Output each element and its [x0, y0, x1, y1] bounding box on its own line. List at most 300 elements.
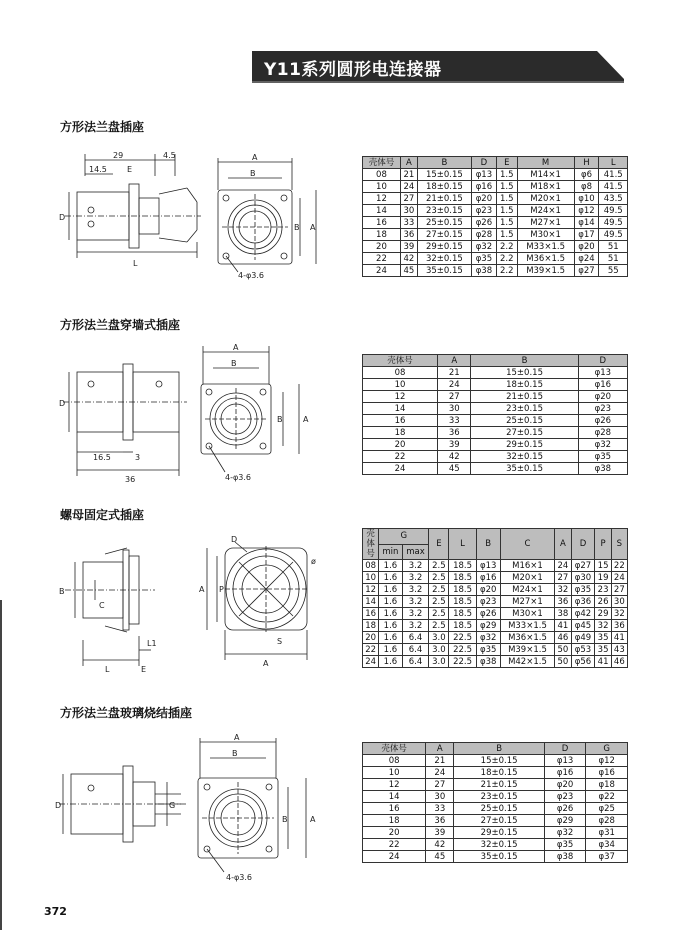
- table-cell: 24: [611, 572, 627, 584]
- table-row: [363, 620, 628, 632]
- table-cell: φ38: [578, 463, 627, 475]
- table-header-row: [363, 529, 628, 545]
- table-row: [363, 181, 628, 193]
- table-cell: φ28: [578, 427, 627, 439]
- table-cell: 23±0.15: [471, 403, 578, 415]
- table-cell: 20: [363, 827, 426, 839]
- table-cell: 14: [363, 205, 401, 217]
- table-cell: φ23: [471, 205, 496, 217]
- table-cell: 1.5: [496, 193, 517, 205]
- table-row: [363, 391, 628, 403]
- table-cell: M39×1.5: [500, 644, 555, 656]
- table-cell: 15±0.15: [471, 367, 578, 379]
- table-cell: 08: [363, 560, 379, 572]
- table-cell: 29: [595, 608, 611, 620]
- table-cell: 29±0.15: [471, 439, 578, 451]
- table-cell: 21±0.15: [417, 193, 471, 205]
- table-cell: 27: [555, 572, 571, 584]
- table-cell: φ23: [544, 791, 586, 803]
- table-cell: 21: [426, 755, 454, 767]
- table-cell: 27: [438, 391, 471, 403]
- table-cell: 43.5: [599, 193, 628, 205]
- dim-G: G: [169, 801, 176, 810]
- table-header-cell: A: [555, 529, 571, 560]
- table-cell: 3.2: [402, 560, 429, 572]
- table-header-row: [363, 355, 628, 367]
- table-cell: M18×1: [517, 181, 574, 193]
- table-row: [363, 572, 628, 584]
- dim-B-vert: B: [282, 815, 288, 824]
- table-cell: 29±0.15: [454, 827, 544, 839]
- table-cell: 10: [363, 572, 379, 584]
- table-cell: φ24: [574, 253, 599, 265]
- table-row: [363, 403, 628, 415]
- table-header-cell: 壳体号: [363, 743, 426, 755]
- table-header-cell: B: [417, 157, 471, 169]
- table-cell: 6.4: [402, 632, 429, 644]
- table-cell: 18.5: [449, 560, 476, 572]
- table-cell: φ8: [574, 181, 599, 193]
- table-row: [363, 253, 628, 265]
- table-cell: 18: [363, 229, 401, 241]
- dim-D: D: [59, 213, 66, 222]
- table-cell: M42×1.5: [500, 656, 555, 668]
- table-row: [363, 169, 628, 181]
- table-cell: φ32: [544, 827, 586, 839]
- table-cell: φ26: [544, 803, 586, 815]
- table-cell: φ45: [571, 620, 595, 632]
- table-cell: φ23: [578, 403, 627, 415]
- table-cell: φ16: [544, 767, 586, 779]
- table-cell: M30×1: [500, 608, 555, 620]
- table-cell: 1.6: [379, 560, 402, 572]
- table-cell: 08: [363, 367, 438, 379]
- table-cell: φ28: [471, 229, 496, 241]
- table-cell: 18.5: [449, 608, 476, 620]
- table-header-shell-char: 体: [366, 539, 375, 549]
- section-4-front-view: [190, 732, 325, 882]
- table-row: [363, 439, 628, 451]
- table-header-shell-char: 号: [366, 549, 375, 559]
- table-cell: φ56: [571, 656, 595, 668]
- table-row: [363, 839, 628, 851]
- table-cell: φ12: [586, 755, 628, 767]
- table-cell: 50: [555, 656, 571, 668]
- table-cell: 35±0.15: [454, 851, 544, 863]
- table-header-cell: L: [599, 157, 628, 169]
- table-cell: φ27: [571, 560, 595, 572]
- table-row: [363, 608, 628, 620]
- table-cell: 20: [363, 632, 379, 644]
- table-header-cell: D: [471, 157, 496, 169]
- table-cell: 24: [438, 379, 471, 391]
- table-cell: 3.0: [429, 644, 449, 656]
- table-cell: M27×1: [500, 596, 555, 608]
- table-cell: φ23: [476, 596, 500, 608]
- table-cell: φ25: [586, 803, 628, 815]
- table-cell: 12: [363, 193, 401, 205]
- table-cell: 42: [426, 839, 454, 851]
- dim-A-vert: A: [310, 815, 316, 824]
- table-cell: φ20: [544, 779, 586, 791]
- section-1-front-view: [212, 152, 327, 282]
- table-cell: 18±0.15: [454, 767, 544, 779]
- table-row: [363, 193, 628, 205]
- dim-B-vert: B: [277, 415, 283, 424]
- table-cell: φ26: [578, 415, 627, 427]
- table-cell: φ35: [471, 253, 496, 265]
- table-cell: 22.5: [449, 632, 476, 644]
- table-row: [363, 767, 628, 779]
- table-cell: M20×1: [517, 193, 574, 205]
- table-cell: M30×1: [517, 229, 574, 241]
- table-cell: φ36: [571, 596, 595, 608]
- table-cell: 1.5: [496, 205, 517, 217]
- table-cell: 18.5: [449, 584, 476, 596]
- table-cell: 6.4: [402, 656, 429, 668]
- table-cell: 25±0.15: [471, 415, 578, 427]
- table-header-cell: A: [438, 355, 471, 367]
- table-cell: 35: [595, 644, 611, 656]
- table-row: [363, 217, 628, 229]
- table-cell: M14×1: [517, 169, 574, 181]
- table-cell: 33: [426, 803, 454, 815]
- dim-D: D: [55, 801, 62, 810]
- table-row: [363, 632, 628, 644]
- table-cell: 1.5: [496, 181, 517, 193]
- table-row: [363, 851, 628, 863]
- table-cell: 30: [438, 403, 471, 415]
- table-cell: 18±0.15: [471, 379, 578, 391]
- table-cell: 3.2: [402, 584, 429, 596]
- table-cell: φ20: [471, 193, 496, 205]
- table-cell: 25±0.15: [417, 217, 471, 229]
- dim-A-vert: A: [310, 223, 316, 232]
- table-header-G: G: [379, 529, 429, 545]
- dim-A-vert: A: [303, 415, 309, 424]
- table-cell: 22: [363, 451, 438, 463]
- dim-phi: ø: [311, 557, 316, 566]
- table-cell: M36×1.5: [517, 253, 574, 265]
- section-1-title: 方形法兰盘插座: [60, 120, 145, 134]
- table-cell: 45: [426, 851, 454, 863]
- table-header-cell: D: [578, 355, 627, 367]
- table-cell: 22: [611, 560, 627, 572]
- table-row: [363, 779, 628, 791]
- table-cell: φ17: [574, 229, 599, 241]
- table-cell: 16: [363, 415, 438, 427]
- section-3-title: 螺母固定式插座: [60, 508, 145, 522]
- table-cell: 2.2: [496, 265, 517, 277]
- dim-D: D: [59, 399, 66, 408]
- table-header-cell: P: [595, 529, 611, 560]
- table-cell: φ6: [574, 169, 599, 181]
- table-header-cell: B: [454, 743, 544, 755]
- table-cell: 18: [363, 815, 426, 827]
- dim-hole: 4-φ3.6: [225, 473, 251, 482]
- table-cell: 14: [363, 596, 379, 608]
- table-header-cell: 壳体号: [363, 355, 438, 367]
- table-cell: 49.5: [599, 205, 628, 217]
- table-cell: 18: [363, 620, 379, 632]
- table-cell: φ38: [544, 851, 586, 863]
- table-cell: 19: [595, 572, 611, 584]
- table-cell: 35±0.15: [471, 463, 578, 475]
- table-cell: φ10: [574, 193, 599, 205]
- table-cell: 41: [595, 656, 611, 668]
- table-cell: 33: [438, 415, 471, 427]
- dim-B: B: [231, 359, 237, 368]
- table-cell: 35±0.15: [417, 265, 471, 277]
- table-cell: φ31: [586, 827, 628, 839]
- table-cell: φ20: [476, 584, 500, 596]
- dim-B: B: [250, 169, 256, 178]
- section-4-side-view: [55, 760, 195, 855]
- table-row: [363, 815, 628, 827]
- table-cell: φ13: [476, 560, 500, 572]
- table-row: [363, 644, 628, 656]
- dim-hole: 4-φ3.6: [226, 873, 252, 882]
- table-cell: 21: [400, 169, 417, 181]
- table-cell: 12: [363, 391, 438, 403]
- table-cell: 3.2: [402, 572, 429, 584]
- table-cell: 15±0.15: [417, 169, 471, 181]
- table-cell: 2.2: [496, 241, 517, 253]
- table-cell: 36: [400, 229, 417, 241]
- table-cell: 27±0.15: [417, 229, 471, 241]
- table-cell: φ38: [476, 656, 500, 668]
- table-cell: φ14: [574, 217, 599, 229]
- dim-3: 3: [135, 453, 141, 462]
- table-cell: 46: [611, 656, 627, 668]
- table-cell: 41.5: [599, 181, 628, 193]
- table-cell: 3.2: [402, 596, 429, 608]
- dim-B-vert: B: [294, 223, 300, 232]
- table-cell: 24: [363, 265, 401, 277]
- table-cell: 1.6: [379, 572, 402, 584]
- table-cell: φ42: [571, 608, 595, 620]
- table-cell: φ26: [476, 608, 500, 620]
- table-cell: 24: [363, 851, 426, 863]
- table-cell: M39×1.5: [517, 265, 574, 277]
- section-2-side-view: [55, 360, 195, 485]
- header-banner: [252, 51, 624, 83]
- table-header-cell: H: [574, 157, 599, 169]
- table-header-cell: D: [571, 529, 595, 560]
- table-cell: 10: [363, 181, 401, 193]
- table-cell: 42: [438, 451, 471, 463]
- table-cell: φ34: [586, 839, 628, 851]
- dim-A: A: [252, 153, 258, 162]
- dim-C: C: [99, 601, 105, 610]
- table-cell: 14: [363, 403, 438, 415]
- table-row: [363, 656, 628, 668]
- table-cell: 12: [363, 779, 426, 791]
- table-cell: 21±0.15: [454, 779, 544, 791]
- table-cell: φ20: [574, 241, 599, 253]
- table-cell: 27: [426, 779, 454, 791]
- table-cell: 24: [363, 656, 379, 668]
- table-cell: 32±0.15: [417, 253, 471, 265]
- table-cell: 1.6: [379, 608, 402, 620]
- table-cell: 23±0.15: [454, 791, 544, 803]
- section-3-table: [362, 528, 628, 668]
- table-cell: 16: [363, 803, 426, 815]
- table-cell: φ35: [578, 451, 627, 463]
- table-cell: 27: [400, 193, 417, 205]
- table-row: [363, 596, 628, 608]
- dim-D: D: [231, 535, 238, 544]
- dim-A: A: [234, 733, 240, 742]
- table-cell: 1.6: [379, 596, 402, 608]
- table-cell: 15±0.15: [454, 755, 544, 767]
- table-cell: φ18: [586, 779, 628, 791]
- table-row: [363, 229, 628, 241]
- table-cell: 18.5: [449, 572, 476, 584]
- table-cell: 1.6: [379, 620, 402, 632]
- table-cell: 41: [555, 620, 571, 632]
- table-header-cell: B: [471, 355, 578, 367]
- page-number: 372: [44, 905, 67, 918]
- table-cell: φ16: [476, 572, 500, 584]
- table-cell: 10: [363, 767, 426, 779]
- table-cell: φ16: [586, 767, 628, 779]
- table-header-cell: B: [476, 529, 500, 560]
- table-cell: 50: [555, 644, 571, 656]
- table-row: [363, 803, 628, 815]
- table-cell: 1.5: [496, 169, 517, 181]
- table-cell: 3.0: [429, 632, 449, 644]
- table-cell: φ28: [586, 815, 628, 827]
- table-header-row: [363, 743, 628, 755]
- table-cell: 22.5: [449, 644, 476, 656]
- table-cell: 33: [400, 217, 417, 229]
- table-cell: 25±0.15: [454, 803, 544, 815]
- table-row: [363, 427, 628, 439]
- table-cell: 10: [363, 379, 438, 391]
- table-cell: φ32: [476, 632, 500, 644]
- table-cell: φ22: [586, 791, 628, 803]
- section-3-side-view: [55, 540, 175, 675]
- table-row: [363, 241, 628, 253]
- table-cell: 49.5: [599, 229, 628, 241]
- table-row: [363, 584, 628, 596]
- dim-E: E: [127, 165, 133, 174]
- table-cell: 42: [400, 253, 417, 265]
- dim-A-vert: A: [199, 585, 205, 594]
- table-cell: M16×1: [500, 560, 555, 572]
- table-cell: 08: [363, 755, 426, 767]
- table-cell: 39: [438, 439, 471, 451]
- table-cell: 16: [363, 217, 401, 229]
- table-cell: 16: [363, 608, 379, 620]
- dim-L: L: [105, 665, 110, 674]
- table-header-cell: L: [449, 529, 476, 560]
- section-4-table: [362, 742, 628, 863]
- dim-B: B: [232, 749, 238, 758]
- table-cell: φ29: [476, 620, 500, 632]
- table-cell: 1.5: [496, 229, 517, 241]
- dim-E: E: [141, 665, 147, 674]
- table-cell: φ13: [471, 169, 496, 181]
- page-title: Y11系列圆形电连接器: [264, 60, 442, 80]
- table-cell: 46: [555, 632, 571, 644]
- table-row: [363, 791, 628, 803]
- table-cell: 12: [363, 584, 379, 596]
- table-cell: 1.6: [379, 644, 402, 656]
- table-cell: φ37: [586, 851, 628, 863]
- table-cell: φ32: [471, 241, 496, 253]
- table-cell: 26: [595, 596, 611, 608]
- table-row: [363, 451, 628, 463]
- table-row: [363, 463, 628, 475]
- dim-4-5: 4.5: [163, 151, 176, 160]
- table-cell: 39: [400, 241, 417, 253]
- table-header-cell: A: [400, 157, 417, 169]
- dim-16-5: 16.5: [93, 453, 111, 462]
- table-cell: 43: [611, 644, 627, 656]
- table-cell: 39: [426, 827, 454, 839]
- table-header-min: min: [379, 544, 402, 560]
- table-cell: φ35: [544, 839, 586, 851]
- table-cell: 2.5: [429, 584, 449, 596]
- table-cell: 3.0: [429, 656, 449, 668]
- table-cell: 45: [438, 463, 471, 475]
- table-cell: 35: [595, 632, 611, 644]
- table-cell: 18.5: [449, 620, 476, 632]
- table-cell: φ27: [574, 265, 599, 277]
- table-cell: 36: [438, 427, 471, 439]
- section-1-table: [362, 156, 628, 277]
- section-1-side-view: [55, 148, 205, 278]
- table-cell: 23: [595, 584, 611, 596]
- table-cell: 24: [400, 181, 417, 193]
- table-cell: 2.5: [429, 572, 449, 584]
- table-row: [363, 755, 628, 767]
- dim-36: 36: [125, 475, 136, 484]
- table-cell: 18±0.15: [417, 181, 471, 193]
- table-cell: 1.6: [379, 584, 402, 596]
- table-cell: 22: [363, 839, 426, 851]
- table-cell: 08: [363, 169, 401, 181]
- table-row: [363, 415, 628, 427]
- table-cell: M20×1: [500, 572, 555, 584]
- table-cell: 36: [555, 596, 571, 608]
- table-cell: 3.2: [402, 620, 429, 632]
- page-edge-mark: [0, 600, 2, 930]
- section-4-title: 方形法兰盘玻璃烧结插座: [60, 706, 193, 720]
- table-cell: 55: [599, 265, 628, 277]
- table-cell: 27±0.15: [454, 815, 544, 827]
- table-header-cell: C: [500, 529, 555, 560]
- table-cell: φ29: [544, 815, 586, 827]
- table-cell: 36: [611, 620, 627, 632]
- table-cell: 32: [611, 608, 627, 620]
- table-cell: 1.5: [496, 217, 517, 229]
- table-cell: 32±0.15: [471, 451, 578, 463]
- section-2-front-view: [195, 340, 325, 485]
- table-cell: 22.5: [449, 656, 476, 668]
- table-cell: φ13: [544, 755, 586, 767]
- table-header-cell: A: [426, 743, 454, 755]
- dim-S: S: [277, 637, 283, 646]
- dim-L1: L1: [147, 639, 157, 648]
- table-cell: 45: [400, 265, 417, 277]
- table-cell: φ32: [578, 439, 627, 451]
- table-cell: 2.5: [429, 608, 449, 620]
- table-cell: 51: [599, 253, 628, 265]
- dim-P: P: [219, 585, 224, 594]
